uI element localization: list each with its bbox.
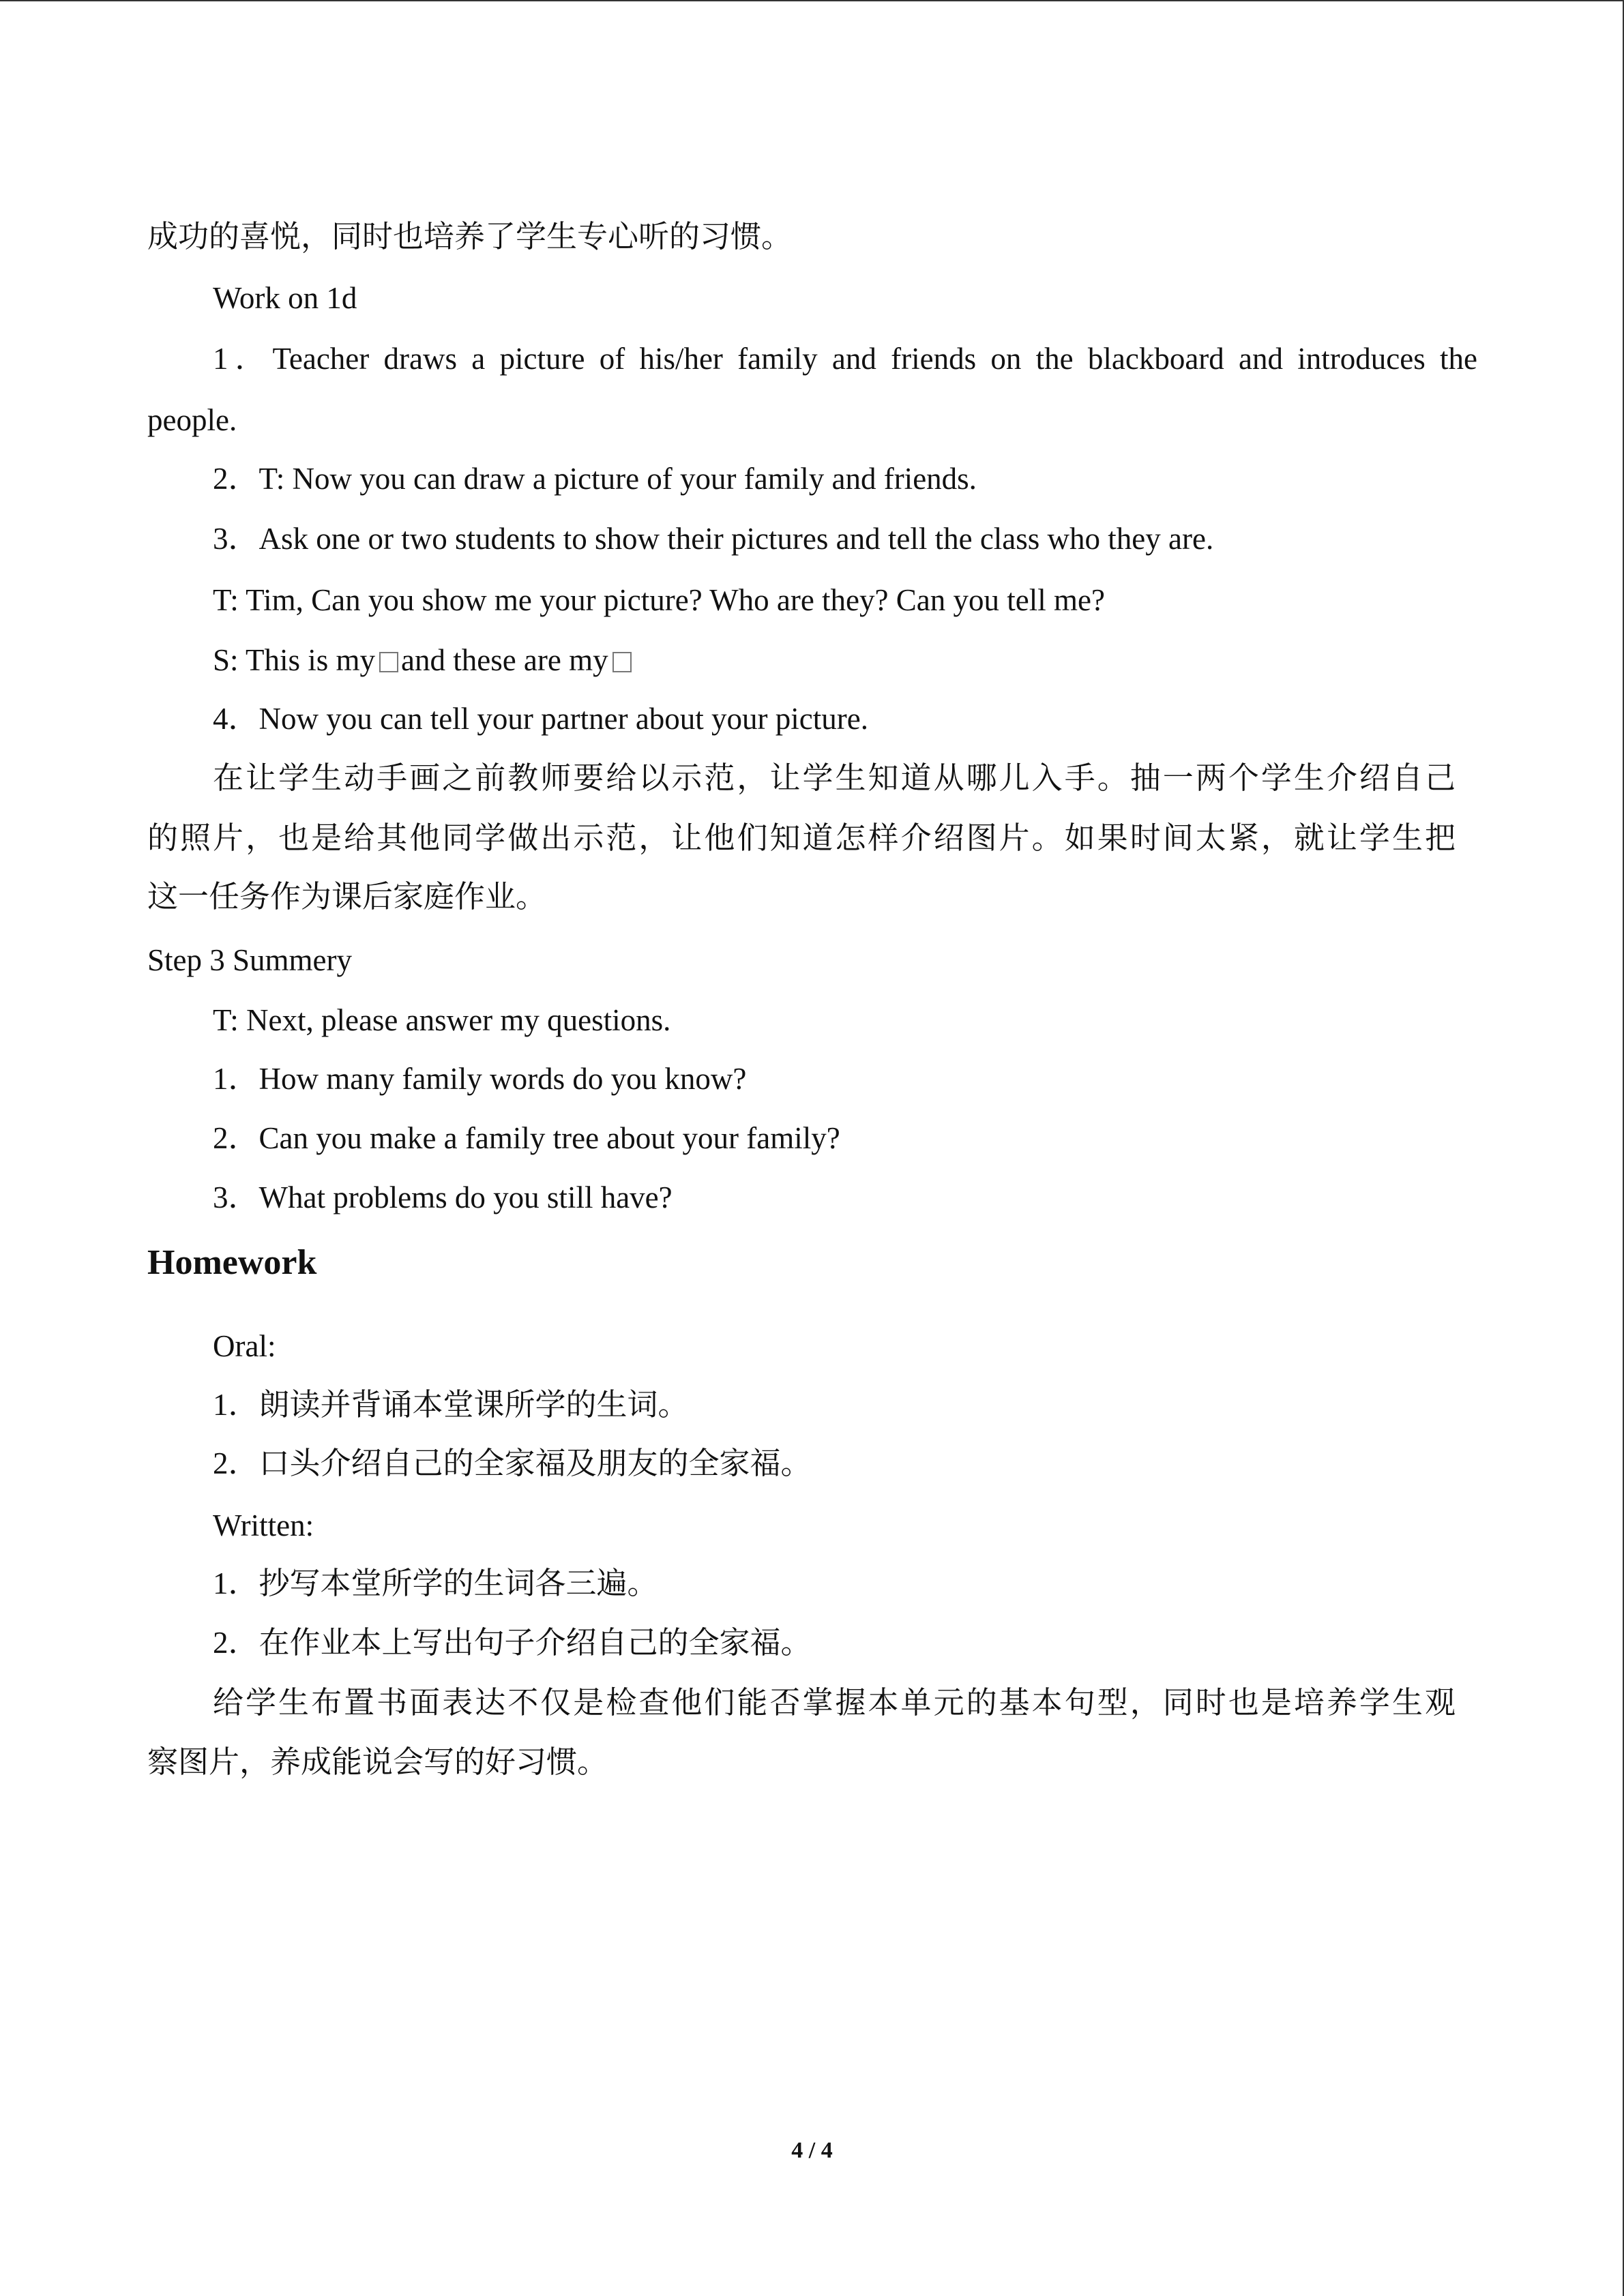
list-item-1-continued: people. <box>147 403 237 437</box>
question-3: 3．What problems do you still have? <box>213 1180 673 1214</box>
dialogue-teacher: T: Tim, Can you show me your picture? Who are they? Can you tell me? <box>213 583 1105 617</box>
list-item-2: 2．T: Now you can draw a picture of your family and friends. <box>213 462 977 496</box>
question-2: 2．Can you make a family tree about your family? <box>213 1121 840 1155</box>
list-item-3: 3．Ask one or two students to show their pictures and tell the class who they are. <box>213 522 1214 556</box>
oral-task-1: 1．朗读并背诵本堂课所学的生词。 <box>213 1388 689 1422</box>
paragraph-line: 察图片，养成能说会写的好习惯。 <box>147 1745 608 1779</box>
dialogue-student <box>213 640 634 680</box>
paragraph-line: 成功的喜悦，同时也培养了学生专心听的习惯。 <box>147 220 793 254</box>
question-1: 1．How many family words do you know? <box>213 1062 747 1096</box>
blank-box <box>379 652 398 672</box>
page-number: 4 / 4 <box>791 2138 833 2163</box>
paragraph-line: 给学生布置书面表达不仅是检查他们能否掌握本单元的基本句型，同时也是培养学生观 <box>213 1686 1456 1720</box>
list-item-4: 4．Now you can tell your partner about your picture. <box>213 702 868 736</box>
step-3-heading: Step 3 Summery <box>147 943 352 977</box>
section-label-work-on-1d: Work on 1d <box>213 281 357 315</box>
written-task-2: 2．在作业本上写出句子介绍自己的全家福。 <box>213 1626 812 1660</box>
oral-label: Oral: <box>213 1329 276 1363</box>
dialogue-student-part1: S: This is my <box>213 643 375 677</box>
paragraph-line: 这一任务作为课后家庭作业。 <box>147 880 547 914</box>
written-label: Written: <box>213 1508 314 1542</box>
teacher-prompt: T: Next, please answer my questions. <box>213 1003 671 1037</box>
homework-heading: Homework <box>147 1243 317 1282</box>
paragraph-line: 的照片，也是给其他同学做出示范，让他们知道怎样介绍图片。如果时间太紧，就让学生把 <box>147 821 1456 855</box>
list-item-1: 1．Teacher draws a picture of his/her family and friends on the blackboard and introduces the <box>213 342 1477 376</box>
paragraph-line: 在让学生动手画之前教师要给以示范，让学生知道从哪儿入手。抽一两个学生介绍自己 <box>213 761 1456 795</box>
dialogue-student-part2: and these are my <box>401 643 608 677</box>
written-task-1: 1．抄写本堂所学的生词各三遍。 <box>213 1566 658 1600</box>
oral-task-2: 2．口头介绍自己的全家福及朋友的全家福。 <box>213 1446 812 1480</box>
blank-box <box>612 652 632 672</box>
